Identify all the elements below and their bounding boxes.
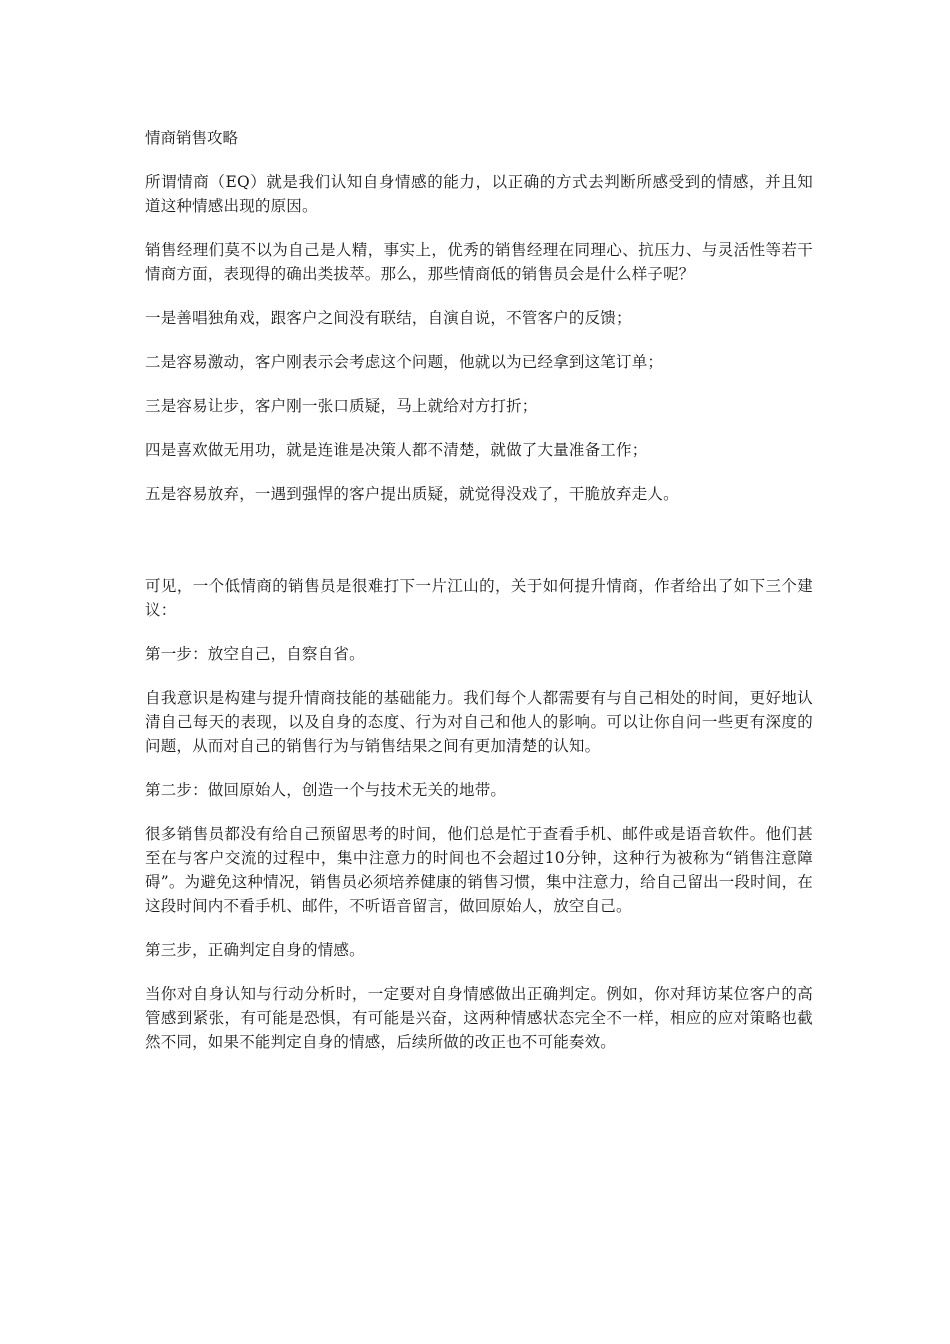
document-body — [145, 126, 813, 1074]
intro-paragraph: 所谓情商（EQ）就是我们认知自身情感的能力，以正确的方式去判断所感受到的情感，并且知道这种情感出现的原因。 — [145, 173, 813, 215]
trait-item: 一是善唱独角戏，跟客户之间没有联结，自演自说，不管客户的反馈； — [145, 309, 632, 327]
step-body: 很多销售员都没有给自己预留思考的时间，他们总是忙于查看手机、邮件或是语音软件。他们甚至在与客户交流的过程中，集中注意力的时间也不会超过10分钟，这种行为被称为“销售注意障碍”。为避免这种情况，销售员必须培养健康的销售习惯，集中注意力，给自己留出一段时间，在这段时间内不看手机、邮件，不听语音留言，做回原始人，放空自己。 — [145, 825, 813, 915]
step-heading: 第一步：放空自己，自察自省。 — [145, 645, 365, 663]
managers-paragraph: 销售经理们莫不以为自己是人精，事实上，优秀的销售经理在同理心、抗压力、与灵活性等若干情商方面，表现得的确出类拔萃。那么，那些情商低的销售员会是什么样子呢？ — [145, 241, 813, 283]
section-spacer — [145, 526, 813, 574]
trait-item: 二是容易激动，客户刚表示会考虑这个问题，他就以为已经拿到这笔订单； — [145, 353, 664, 371]
step-heading: 第三步，正确判定自身的情感。 — [145, 941, 365, 959]
trait-item: 三是容易让步，客户刚一张口质疑，马上就给对方打折； — [145, 397, 538, 415]
step-body: 自我意识是构建与提升情商技能的基础能力。我们每个人都需要有与自己相处的时间，更好地认清自己每天的表现，以及自身的态度、行为对自己和他人的影响。可以让你自问一些更有深度的问题，从而对自己的销售行为与销售结果之间有更加清楚的认知。 — [145, 689, 813, 755]
step-body: 当你对自身认知与行动分析时，一定要对自身情感做出正确判定。例如，你对拜访某位客户的高管感到紧张，有可能是恐惧，有可能是兴奋，这两种情感状态完全不一样，相应的应对策略也截然不同，如果不能判定自身的情感，后续所做的改正也不可能奏效。 — [145, 985, 813, 1051]
trait-item: 四是喜欢做无用功，就是连谁是决策人都不清楚，就做了大量准备工作； — [145, 441, 648, 459]
trait-item: 五是容易放弃，一遇到强悍的客户提出质疑，就觉得没戏了，干脆放弃走人。 — [145, 485, 679, 503]
conclusion-paragraph: 可见，一个低情商的销售员是很难打下一片江山的，关于如何提升情商，作者给出了如下三个建议： — [145, 577, 813, 619]
document-title: 情商销售攻略 — [145, 129, 239, 147]
step-heading: 第二步：做回原始人，创造一个与技术无关的地带。 — [145, 781, 507, 799]
